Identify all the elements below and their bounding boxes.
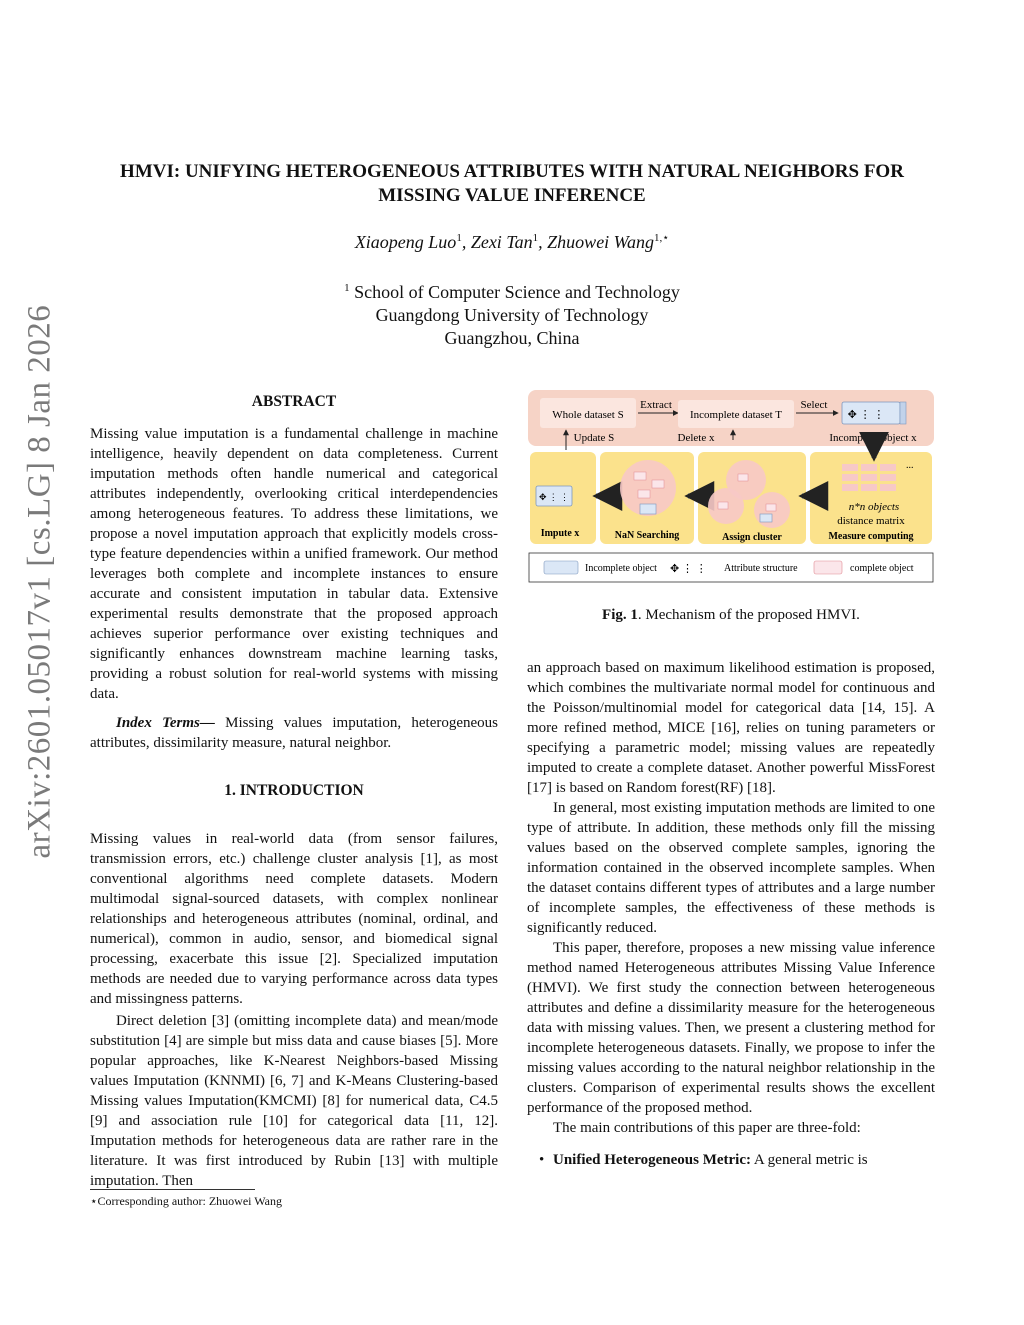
author-name: Zhuowei Wang	[547, 232, 655, 252]
complete-object	[718, 502, 728, 509]
title-line-1: HMVI: UNIFYING HETEROGENEOUS ATTRIBUTES WITH NATURAL NEIGHBORS FOR	[120, 161, 904, 182]
complete-object	[738, 474, 748, 481]
assign-cluster-label: Assign cluster	[722, 532, 782, 543]
complete-object	[766, 504, 776, 511]
legend-complete-label: complete object	[850, 563, 914, 574]
body-paragraph: This paper, therefore, proposes a new missing value inference method named Heterogeneous attributes Missing Value Inference (HMVI). We first study the connection between heterogeneous attributes and define a dissimilarity measure for the heterogeneous data with missing values. Then, we present a clustering method for incomplete heterogeneous datasets. Finally, we propose to infer the missing values according to the natural neighbor relationship in the clusters. Comparison of experimental results shows the excellent performance of the proposed method.	[527, 940, 935, 1116]
author-list: Xiaopeng Luo$^1$, Zexi Tan$^1$, Zhuowei Wang$^{1,⋆}$	[354, 232, 670, 252]
svg-text:✥ ⋮ ⋮: ✥ ⋮ ⋮	[538, 492, 570, 502]
author-name: Zexi Tan	[470, 232, 533, 252]
affiliation-line-2: Guangdong University of Technology	[375, 305, 649, 325]
affiliation-line-3: Guangzhou, China	[444, 328, 580, 348]
affiliation	[60, 277, 964, 350]
title-line-2: MISSING VALUE INFERENCE	[378, 185, 646, 206]
attribute-structure-icon: ✥ ⋮ ⋮	[670, 563, 707, 575]
intro-paragraph: Direct deletion [3] (omitting incomplete data) and mean/mode substitution [4] are simple but miss data and cause biases [5]. More popular approaches, like K-Nearest Neighbors-based Missing values Imputation (KNNMI) [6, 7] and K-Means Clustering-based Missing values Imputation(KMCMI) [8] for numerical data, C4.5 [9] and association rule [10] for categorical data [11, 12]. Imputation methods for heterogeneous data are rather rare in the literature. It was first introduced by Rubin [13] with multiple imputation. Then	[90, 1013, 498, 1189]
incomplete-object	[640, 504, 656, 514]
update-label: Update S	[573, 432, 615, 444]
legend-complete-swatch	[814, 561, 842, 574]
index-terms-label: Index Terms—	[116, 715, 215, 731]
distance-matrix-grid	[842, 464, 896, 491]
author-name: Xiaopeng Luo	[354, 232, 457, 252]
contribution-item	[553, 1150, 935, 1170]
contribution-list	[527, 1150, 935, 1170]
author-sup: 1	[456, 232, 462, 244]
incomplete-object-x-label: Incomplete object x	[829, 432, 917, 444]
figure-caption	[527, 607, 935, 624]
figure-caption-text: . Mechanism of the proposed HMVI.	[637, 607, 860, 623]
author-sup: 1	[532, 232, 539, 244]
measure-label: Measure computing	[828, 531, 914, 542]
index-terms	[90, 713, 498, 753]
legend-attribute-label: Attribute structure	[724, 563, 798, 574]
distance-matrix-label: distance matrix	[837, 515, 905, 527]
footnote: ⋆Corresponding author: Zhuowei Wang	[90, 1194, 282, 1208]
legend-incomplete-swatch	[544, 561, 578, 574]
whole-dataset-label: Whole dataset S	[552, 409, 624, 421]
svg-text:✥ ⋮ ⋮: ✥ ⋮ ⋮	[847, 409, 885, 421]
intro-heading: 1. INTRODUCTION	[224, 782, 364, 799]
nan-search-label: NaN Searching	[614, 530, 680, 541]
figure-caption-label: Fig. 1	[602, 607, 638, 623]
right-column	[527, 658, 935, 1170]
figure-mechanism	[528, 390, 934, 584]
abstract-text: Missing value imputation is a fundamental challenge in machine intelligence, heavily dependent on data completeness. Current imputation methods often handle numerical and categorical attributes independently, overlooking critical interdependencies among heterogeneous features. To address these limitations, we propose a novel imputation approach that explicitly models cross-type feature dependencies within a unified framework. Our method leverages both complete and incomplete instances to ensure accurate and consistent imputation in tabular data. Extensive experimental results demonstrate that the proposed approach achieves superior performance over existing techniques and significantly enhances downstream machine learning tasks, providing a robust solution for real-world systems with missing data.	[90, 426, 498, 702]
intro-paragraph: Missing values in real-world data (from sensor failures, transmission errors, etc.) challenge cluster analysis [1], as most conventional algorithms need complete datasets. Modern multimodal signal-sourced datasets, with complex nonlinear relationships and heterogeneous attributes (nominal, ordinal, and numerical), common in audio, sensor, and biomedical signal processing, exacerbate this issue [2]. Specialized imputation methods are needed due to varying performance across data types and missingness patterns.	[90, 831, 498, 1007]
footnote-rule	[90, 1189, 255, 1190]
ellipsis-label: ...	[906, 460, 914, 471]
paper-title	[60, 160, 964, 208]
body-paragraph: an approach based on maximum likelihood estimation is proposed, which combines the multivariate normal model for continuous and the Poisson/multinomial model for categorical data [14, 15]. A more refined method, MICE [16], relies on tuning parameters or specifying a parametric model; missing values are repeatedly imputed to create a complete dataset. Another powerful MissForest [17] is based on Random forest(RF) [18].	[527, 660, 935, 796]
extract-label: Extract	[640, 399, 672, 411]
incomplete-object-icon	[842, 402, 906, 424]
author-sup: 1,⋆	[654, 232, 670, 244]
delete-label: Delete x	[677, 432, 715, 444]
legend-incomplete-label: Incomplete object	[585, 563, 657, 574]
incomplete-object	[760, 514, 772, 522]
abstract-heading: ABSTRACT	[251, 393, 337, 410]
bullet-label: Unified Heterogeneous Metric:	[553, 1152, 751, 1168]
affiliation-sup: 1	[344, 282, 350, 294]
affiliation-line-1: School of Computer Science and Technology	[354, 282, 680, 302]
imputed-object-icon	[536, 486, 572, 506]
left-column	[90, 392, 498, 1191]
complete-object	[652, 480, 664, 488]
arxiv-stamp: arXiv:2601.05017v1 [cs.LG] 8 Jan 2026	[21, 304, 58, 859]
bullet-text: A general metric is	[751, 1152, 868, 1168]
index-terms-text: Missing values imputation, heterogeneous attributes, dissimilarity measure, natural neighbor.	[90, 715, 498, 751]
body-paragraph: The main contributions of this paper are three-fold:	[553, 1120, 861, 1136]
nn-objects-label: n*n objects	[848, 501, 900, 513]
body-paragraph: In general, most existing imputation methods are limited to one type of attribute. In addition, these methods only fill the missing values based on the observed complete samples, ignoring the information contained in the observed incomplete samples. When the dataset contains different types of attributes and a large number of incomplete samples, the effectiveness of these methods is significantly reduced.	[527, 800, 935, 936]
complete-object	[638, 490, 650, 498]
impute-label: Impute x	[540, 528, 580, 539]
complete-object	[634, 472, 646, 480]
incomplete-dataset-label: Incomplete dataset T	[689, 409, 783, 421]
select-label: Select	[800, 399, 828, 411]
